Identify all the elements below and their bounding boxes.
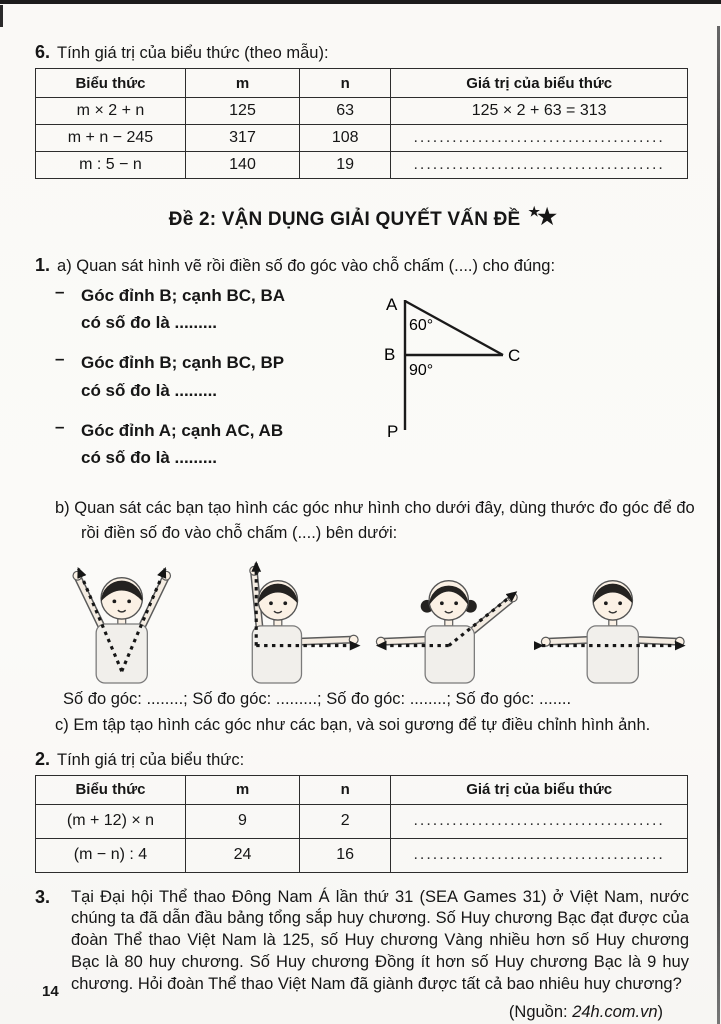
source-attribution (35, 1003, 691, 1022)
page-number: 14 (42, 983, 59, 1000)
angle-label-60: 60° (409, 317, 434, 334)
cell-m: 24 (185, 838, 299, 872)
table-row (36, 98, 688, 125)
cell-n: 19 (300, 152, 391, 179)
angle-question: Góc đỉnh A; cạnh AC, AB (81, 420, 284, 440)
cell-n: 63 (300, 98, 391, 125)
cell-m: 125 (185, 98, 299, 125)
exercise1-body (35, 282, 691, 484)
star-icon: ★ (528, 204, 541, 219)
exercise1a-text: a) Quan sát hình vẽ rồi điền số đo góc vào chỗ chấm (....) cho đúng: (57, 257, 556, 275)
section-title (35, 205, 691, 231)
vertex-label-A: A (386, 295, 398, 314)
source-prefix: (Nguồn: (508, 1003, 573, 1022)
expression-table-2 (35, 775, 688, 873)
kid-figure-right-angle-icon (207, 556, 365, 686)
cell-value-blank: ....................................... (391, 125, 688, 152)
section-title-text: Đề 2: VẬN DỤNG GIẢI QUYẾT VẤN ĐỀ (168, 209, 521, 230)
list-item (55, 417, 365, 471)
dash-bullet: – (55, 282, 65, 301)
angle-label-90: 90° (409, 362, 434, 379)
dash-bullet: – (55, 349, 65, 369)
scan-right-edge (717, 26, 720, 1024)
cell-m: 9 (185, 804, 299, 838)
table-row (36, 152, 688, 179)
exercise3-number: 3. (35, 886, 51, 907)
exercise3-text: Tại Đại hội Thể thao Đông Nam Á lần thứ 31 (SEA Games 31) ở Việt Nam, nước chúng ta đã dẫn đầu bảng tổng sắp huy chương. Số Huy chương Bạc đạt được của đoàn Thể thao Việt Nam là 125, số Huy chương Vàng nhiều hơn số Huy chương Bạc là 80 huy chương. Số Huy chương Đồng ít hơn số Huy chương Bạc là 9 huy chương. Hỏi đoàn Thể thao Việt Nam đã giành được tất cả bao nhiêu huy chương? (71, 887, 689, 993)
angle-measure-blanks: Số đo góc: ........; Số đo góc: .........; Số đo góc: ........; Số đo góc: ....... (63, 689, 572, 708)
angle-answer-blank: có số đo là ......... (81, 447, 218, 467)
col-header-expression: Biểu thức (36, 69, 186, 98)
cell-expression: m : 5 − n (36, 152, 186, 179)
table-row (36, 804, 688, 838)
cell-value-blank: ....................................... (391, 152, 688, 179)
cell-n: 16 (300, 838, 391, 872)
star-icon: ★ (537, 204, 558, 229)
kid-figure-straight-angle-icon (534, 556, 692, 686)
exercise6-number: 6. (35, 42, 51, 62)
col-header-n: n (300, 775, 391, 804)
table-row (36, 838, 688, 872)
col-header-m: m (185, 775, 299, 804)
col-header-value: Giá trị của biểu thức (391, 775, 688, 804)
dash-bullet: – (55, 416, 65, 436)
source-suffix: ) (657, 1003, 663, 1022)
exercise2-heading (35, 749, 691, 770)
kid-figure-acute-angle-icon (43, 556, 201, 686)
exercise1c-text: c) Em tập tạo hình các góc như các bạn, và soi gương để tự điều chỉnh hình ảnh. (55, 715, 651, 734)
cell-value-blank: ....................................... (391, 804, 688, 838)
exercise6-heading (35, 42, 691, 63)
angle-question: Góc đỉnh B; cạnh BC, BP (81, 353, 285, 373)
col-header-m: m (185, 69, 299, 98)
col-header-expression: Biểu thức (36, 775, 186, 804)
cell-expression: (m − n) : 4 (36, 838, 186, 872)
cell-expression: m + n − 245 (36, 125, 186, 152)
scan-left-mark (0, 5, 3, 27)
table-row (36, 125, 688, 152)
exercise1b-text: b) Quan sát các bạn tạo hình các góc như hình cho dưới đây, dùng thước đo góc để đo rồi điền số đo vào chỗ chấm (....) bên dưới: (55, 499, 695, 542)
kids-figures-row (43, 556, 691, 686)
vertex-label-C: C (508, 346, 521, 365)
col-header-n: n (300, 69, 391, 98)
exercise2-number: 2. (35, 748, 51, 769)
exercise6-title: Tính giá trị của biểu thức (theo mẫu): (57, 44, 329, 62)
col-header-value: Giá trị của biểu thức (391, 69, 688, 98)
exercise2-title: Tính giá trị của biểu thức: (57, 750, 245, 769)
scan-top-edge (0, 0, 721, 4)
vertex-label-P: P (387, 422, 399, 440)
kid-figure-obtuse-angle-icon (370, 556, 528, 686)
cell-n: 108 (300, 125, 391, 152)
angle-question-list (55, 282, 365, 484)
angle-question: Góc đỉnh B; cạnh BC, BA (81, 286, 285, 305)
angle-answer-blank: có số đo là ......... (81, 313, 218, 333)
table-header-row (36, 775, 688, 804)
exercise3 (35, 887, 691, 996)
cell-m: 140 (185, 152, 299, 179)
cell-expression: m × 2 + n (36, 98, 186, 125)
exercise1-number: 1. (35, 255, 51, 275)
cell-value-blank: ....................................... (391, 838, 688, 872)
vertex-label-B: B (384, 345, 396, 364)
cell-n: 2 (300, 804, 391, 838)
exercise1-heading (35, 255, 691, 276)
cell-m: 317 (185, 125, 299, 152)
table-header-row (36, 69, 688, 98)
expression-table-6 (35, 68, 688, 179)
source-website: 24h.com.vn (572, 1003, 658, 1022)
list-item (55, 349, 365, 403)
list-item (55, 282, 365, 336)
cell-expression: (m + 12) × n (36, 804, 186, 838)
cell-value: 125 × 2 + 63 = 313 (391, 98, 688, 125)
angle-diagram (373, 290, 523, 484)
angle-answer-blank: có số đo là ......... (81, 380, 218, 400)
